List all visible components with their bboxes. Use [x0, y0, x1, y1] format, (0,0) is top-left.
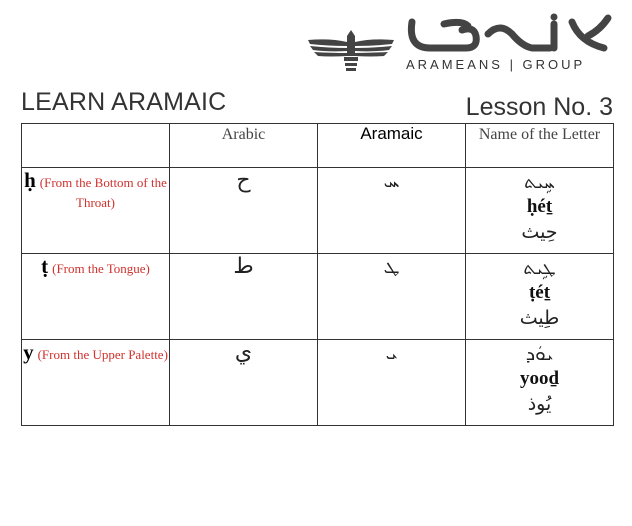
- letter-cell: [22, 254, 170, 340]
- letter-transliteration: ṭ: [41, 254, 49, 278]
- aramaic-letter: ܝ: [318, 340, 466, 426]
- winged-emblem-icon: [308, 26, 394, 74]
- letter-cell: [22, 168, 170, 254]
- table-header-row: [22, 124, 614, 168]
- letter-name-syriac: ܛܹܝܬ: [523, 257, 556, 279]
- arabic-letter: ي: [170, 340, 318, 426]
- pronunciation-source: (From the Bottom of the Throat): [39, 175, 167, 210]
- letter-name-arabic: يُوذ: [527, 393, 552, 415]
- lesson-number: Lesson No. 3: [465, 93, 613, 121]
- arabic-letter: ح: [170, 168, 318, 254]
- table-row: [22, 340, 614, 426]
- header-letter-name: Name of the Letter: [466, 124, 614, 168]
- letter-name-latin: ḥéṯ: [526, 196, 553, 217]
- page-title: LEARN ARAMAIC: [21, 88, 227, 116]
- arameans-group-logo: [308, 12, 614, 78]
- letter-name-latin: ṭéṯ: [528, 282, 551, 303]
- table-row: [22, 254, 614, 340]
- letter-name-syriac: ܚܹܝܬ: [524, 171, 555, 193]
- letter-name-syriac: ܝܘܿܕ: [525, 343, 554, 365]
- aramaic-letter: ܚ: [318, 168, 466, 254]
- pronunciation-source: (From the Tongue): [52, 261, 150, 276]
- letter-name-cell: [466, 340, 614, 426]
- letter-name-arabic: طِيث: [519, 307, 560, 329]
- table-row: [22, 168, 614, 254]
- letter-transliteration: y: [23, 340, 34, 364]
- arabic-letter: ط: [170, 254, 318, 340]
- header-arabic: Arabic: [170, 124, 318, 168]
- pronunciation-source: (From the Upper Palette): [37, 347, 168, 362]
- letter-transliteration: ḥ: [24, 168, 36, 192]
- brand-name: ARAMEANS | GROUP: [406, 57, 586, 72]
- aramaic-script-logo: [404, 12, 616, 56]
- header-aramaic: Aramaic: [318, 124, 466, 168]
- header-letter: [22, 124, 170, 168]
- letter-name-latin: yooḏ: [519, 368, 560, 389]
- letter-cell: [22, 340, 170, 426]
- letter-name-cell: [466, 168, 614, 254]
- letter-name-arabic: حِيث: [521, 221, 558, 243]
- aramaic-letter: ܛ: [318, 254, 466, 340]
- letter-name-cell: [466, 254, 614, 340]
- letters-table: [21, 123, 614, 426]
